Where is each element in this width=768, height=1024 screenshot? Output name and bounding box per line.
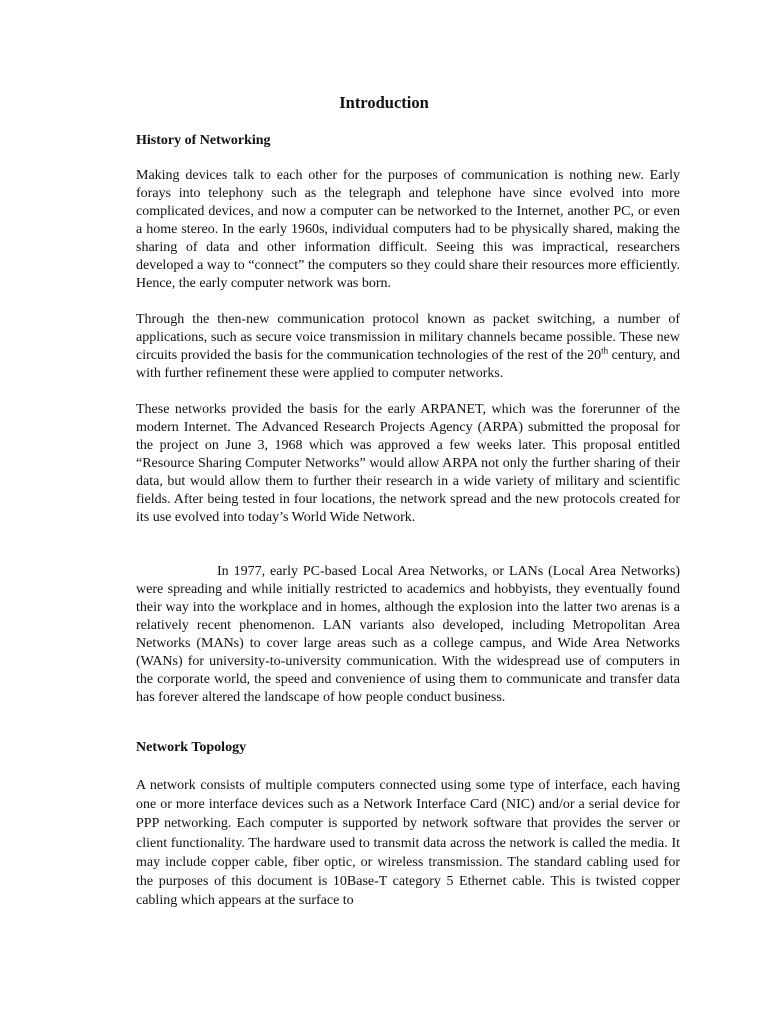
paragraph-history-2-text-end: century, and with further refinement these were applied to computer networks. — [136, 348, 680, 381]
paragraph-history-4-text: In 1977, early PC-based Local Area Networks, or LANs (Local Area Networks) were spreading and while initially restricted to academics and hobbyists, they eventually found their way into the workplace and in homes, although the explosion into the latter two arenas is a relatively recent phenomenon. LAN variants also developed, including Metropolitan Area Networks (MANs) to cover large areas such as a college campus, and Wide Area Networks (WANs) for university-to-university communication. With the widespread use of computers in the corporate world, the speed and convenience of using them to communicate and transfer data has forever altered the landscape of how people conduct business. — [136, 564, 680, 705]
paragraph-history-1: Making devices talk to each other for the purposes of communication is nothing new. Early forays into telephony such as the telegraph and telephone have since evolved into more complicated devices, and now a computer can be networked to the Internet, another PC, or even a home stereo. In the early 1960s, individual computers had to be physically shared, making the sharing of data and other information difficult. Seeing this was impractical, researchers developed a way to “connect” the computers so they could share their resources more efficiently. Hence, the early computer network was born. — [136, 168, 680, 291]
section-heading-history: History of Networking — [136, 133, 271, 148]
section-heading-topology: Network Topology — [136, 740, 247, 755]
paragraph-history-2-text: Through the then-new communication protocol known as packet switching, a number of applications, such as secure voice transmission in military channels became possible. These new circuits provided the basis for the communication technologies of the rest of the 20 — [136, 312, 680, 363]
ordinal-superscript: th — [601, 345, 609, 356]
paragraph-history-3: These networks provided the basis for the early ARPANET, which was the forerunner of the modern Internet. The Advanced Research Projects Agency (ARPA) submitted the proposal for the project on June 3, 1968 which was approved a few weeks later. This proposal entitled “Resource Sharing Computer Networks” would allow ARPA not only the further sharing of their data, but would allow them to further their research in a wide variety of military and scientific fields. After being tested in four locations, the network spread and the new protocols created for its use evolved into today’s World Wide Network. — [136, 402, 680, 525]
paragraph-history-4 — [136, 563, 680, 707]
paragraph-topology-1: A network consists of multiple computers connected using some type of interface, each having one or more interface devices such as a Network Interface Card (NIC) and/or a serial device for PPP networking. Each computer is supported by network software that provides the server or client functionality. The hardware used to transmit data across the network is called the media. It may include copper cable, fiber optic, or wireless transmission. The standard cabling used for the purposes of this document is 10Base-T category 5 Ethernet cable. This is twisted copper cabling which appears at the surface to — [136, 778, 680, 909]
paragraph-history-2 — [136, 311, 680, 383]
document-title: Introduction — [339, 93, 429, 112]
